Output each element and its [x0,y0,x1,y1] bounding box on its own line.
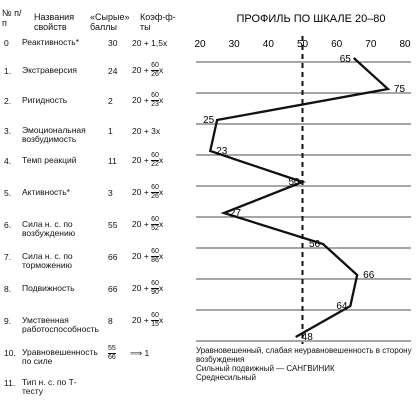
row-raw-score: 11 [108,156,117,166]
coef-numerator: 60 [151,62,159,69]
coef-denominator: 52 [151,225,159,232]
row-number: 0 [4,38,9,48]
row-property-name: Тип н. с. по Т-тесту [22,377,77,396]
coef-denominator: 23 [151,101,159,108]
coef-numerator: 60 [151,184,159,191]
row-raw-score: 1 [108,126,113,136]
coef-denominator: 15 [151,321,159,328]
row-raw-score: 3 [108,188,113,198]
point-value-label: 66 [363,270,375,281]
raw-numerator: 55 [108,345,116,352]
row-number: 8. [4,284,12,294]
x-tick-label: 50 [296,39,309,50]
row-raw-score: 2 [108,96,113,106]
coef-suffix: x [158,250,164,261]
x-tick-label: 80 [399,39,411,50]
coef-numerator: 60 [151,152,159,159]
header-num: № п/п [2,8,22,28]
x-tick-label: 20 [194,39,206,50]
row-coefficient [132,152,192,169]
coef-numerator: 60 [151,280,159,287]
row-number: 9. [4,316,12,326]
row-number: 10. [4,348,16,358]
row-raw-score: 8 [108,316,113,326]
row-number: 5. [4,188,12,198]
row-coefficient [132,38,192,48]
conclusion-line-2: Сильный подвижный — САНГВИНИК [196,364,335,373]
row-raw-score: 30 [108,38,118,48]
row-number: 4. [4,156,12,166]
table-row [0,216,195,250]
coef-denominator: 26 [151,71,159,78]
coef-numerator: 60 [151,216,159,223]
row-coefficient [132,62,192,79]
coef-denominator: 90 [151,289,159,296]
row-property-name: Темп реакций [22,155,77,165]
coef-denominator: 22 [151,161,159,168]
conclusion-line-3: Среднесильный [196,373,256,382]
x-tick-label: 40 [262,39,274,50]
row-number: 11. [4,378,16,388]
coef-suffix: x [158,218,164,229]
point-value-label: 56 [309,239,321,250]
table-row [0,248,195,282]
coef-prefix: 20 + [132,94,149,105]
table-row [0,184,195,218]
table-row [0,312,195,346]
coef-numerator: 60 [151,312,159,319]
coef-suffix: x [158,154,164,165]
row-property-name: Ригидность [22,95,68,105]
row-number: 2. [4,96,12,106]
table-row [0,152,195,186]
point-value-label: 23 [216,146,228,157]
chart-title: ПРОФИЛЬ ПО ШКАЛЕ 20–80 [236,13,386,25]
x-tick-label: 30 [228,39,240,50]
coef-suffix: x [158,94,164,105]
coef-suffix: x [158,314,164,325]
row-coefficient [132,126,192,136]
coef-suffix: x [158,282,164,293]
point-value-label: 50 [288,177,300,188]
row-raw-score: 66 [108,252,118,262]
row-raw-fraction [108,345,126,362]
row-number: 1. [4,66,12,76]
row-result: ⟹ 1 [130,348,150,358]
point-value-label: 27 [229,208,242,219]
row-number: 6. [4,220,12,230]
table-row [0,280,195,314]
point-value-label: 25 [203,115,215,126]
coef-prefix: 20 + 1,5x [132,38,168,48]
x-tick-label: 70 [365,39,377,50]
scores-table [0,0,195,401]
row-coefficient [132,312,192,329]
row-property-name: Подвижность [22,283,75,293]
row-property-name: Активность* [22,187,70,197]
profile-line [210,58,388,337]
row-coefficient [132,92,192,109]
coef-prefix: 20 + [132,64,149,75]
coef-denominator: 86 [151,257,159,264]
row-raw-score: 24 [108,66,118,76]
row-property-name: Уравновешенность по силе [22,347,98,366]
coef-prefix: 20 + [132,154,149,165]
row-property-name: Сила н. с. по возбуждению [22,219,76,238]
coef-suffix: x [158,186,164,197]
row-raw-score: 55 [108,220,118,230]
row-property-name: Сила н. с. по торможению [22,251,73,270]
row-property-name: Эмоциональная возбудимость [22,125,86,144]
coef-prefix: 20 + [132,186,149,197]
row-coefficient [132,216,192,233]
row-property-name: Реактивность* [22,37,80,47]
row-number: 3. [4,126,12,136]
coef-suffix: x [158,64,164,75]
coef-prefix: 20 + [132,314,149,325]
table-row [0,345,195,378]
profile-chart [193,0,415,346]
coef-prefix: 20 + [132,282,149,293]
row-property-name: Умственная работоспособность [22,315,99,334]
row-raw-score: 66 [108,284,118,294]
coef-numerator: 60 [151,92,159,99]
coef-prefix: 20 + [132,218,149,229]
row-coefficient [132,248,192,265]
coef-prefix: 20 + 3x [132,126,161,136]
row-number: 7. [4,252,12,262]
table-row [0,378,195,408]
point-value-label: 64 [336,301,348,312]
coef-prefix: 20 + [132,250,149,261]
table-row [0,92,195,126]
header-name: Названия свойств [34,12,75,32]
x-tick-label: 60 [331,39,343,50]
coef-numerator: 60 [151,248,159,255]
row-property-name: Экстраверсия [22,65,77,75]
header-coef: Коэф-ф-ты [140,12,176,32]
conclusion-text [196,346,416,382]
point-value-label: 65 [339,54,351,65]
conclusion-line-1: Уравновешенный, слабая неуравновешенность в сторону возбуждения [196,346,412,364]
row-coefficient [132,280,192,297]
point-value-label: 75 [393,84,406,95]
point-value-label: 48 [301,332,313,343]
raw-denominator: 66 [108,354,116,361]
coef-denominator: 26 [151,193,159,200]
header-raw: «Сырые» баллы [90,12,130,32]
row-coefficient [132,184,192,201]
